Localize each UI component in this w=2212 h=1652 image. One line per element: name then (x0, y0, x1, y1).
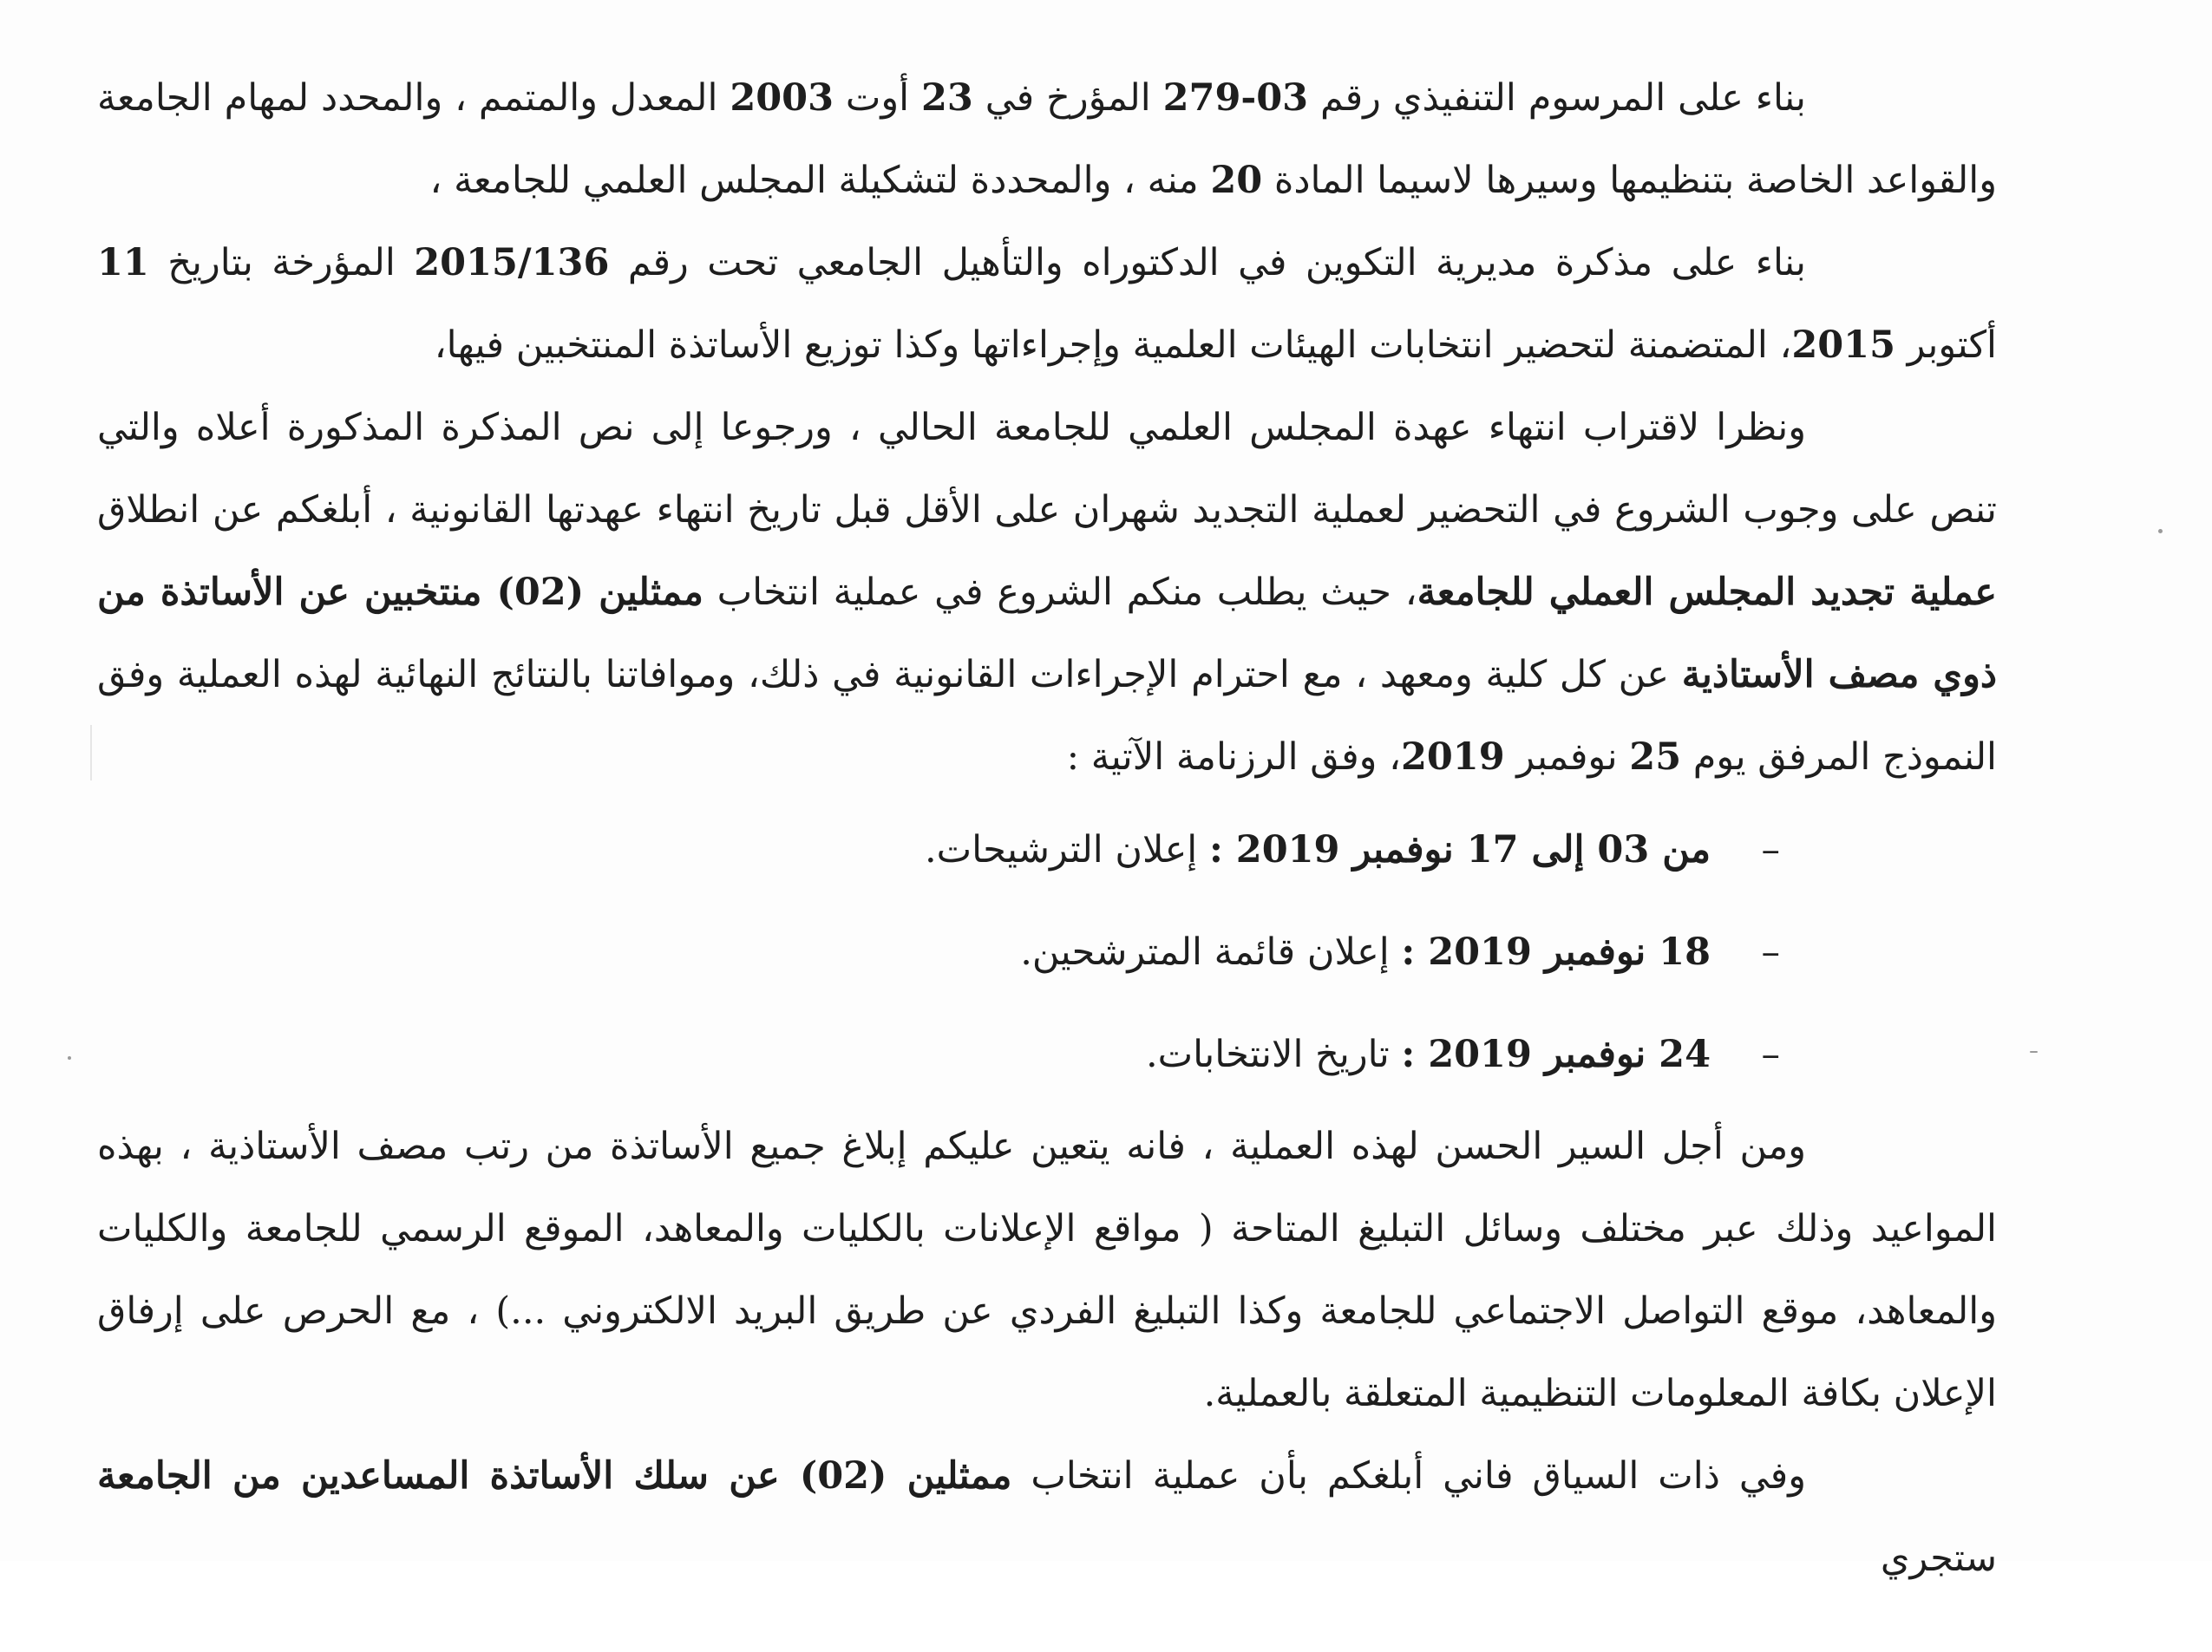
schedule-date: 18 نوفمبر 2019 : (1401, 930, 1711, 974)
text-segment: ، وفق الرزنامة الآتية : (1066, 735, 1401, 779)
paragraph-assistant-professors (97, 1435, 1997, 1600)
schedule-item (97, 799, 1780, 901)
schedule-text: تاريخ الانتخابات. (1145, 1033, 1402, 1076)
schedule-text: إعلان الترشيحات. (924, 828, 1209, 872)
text-segment: ، حيث يطلب منكم الشروع في عملية انتخاب (703, 571, 1417, 614)
bold-text-segment: 2015 (1791, 323, 1896, 367)
bold-text-segment: 20 (1210, 159, 1263, 202)
text-segment: ومن أجل السير الحسن لهذه العملية ، فانه يتعين عليكم إبلاغ جميع الأساتذة من رتب مصف الأستاذية ، بهذه المواعيد وذلك عبر مختلف وسائل التبليغ المتاحة ( مواقع الإعلانات بالكليات والمعاهد، الموقع الرسمي للجامعة والكليات والمعاهد، موقع التواصل الاجتماعي للجامعة وكذا التبليغ الفردي عن طريق البريد الالكتروني ...) ، مع الحرص على إرفاق الإعلان بكافة المعلومات التنظيمية المتعلقة بالعملية. (97, 1125, 1997, 1415)
text-segment: منه ، والمحددة لتشكيلة المجلس العلمي للجامعة ، (429, 159, 1211, 202)
schedule-list (97, 799, 1997, 1106)
text-segment: المؤرخة بتاريخ (148, 241, 415, 284)
schedule-item (97, 1003, 1780, 1106)
schedule-date: من 03 إلى 17 نوفمبر 2019 : (1208, 828, 1711, 872)
bold-text-segment: 03-279 (1162, 76, 1309, 120)
scan-speck (2030, 1051, 2038, 1053)
text-segment: أكتوبر (1895, 323, 1997, 367)
text-segment: المؤرخ في (972, 76, 1163, 120)
schedule-text: إعلان قائمة المترشحين. (1020, 930, 1402, 974)
bold-text-segment: 2003 (730, 76, 834, 120)
bold-text-segment: ممثلين (02) عن سلك الأساتذة المساعدين من الجامعة (97, 1454, 1012, 1498)
document-body (97, 57, 1997, 1652)
schedule-date: 24 نوفمبر 2019 : (1401, 1033, 1711, 1076)
text-segment: وفي ذات السياق فاني أبلغكم بأن عملية انتخاب (1011, 1454, 1806, 1498)
schedule-item (97, 901, 1780, 1003)
dash-marker: – (1761, 828, 1780, 872)
paragraph-memo (97, 222, 1997, 387)
cut-off-line (97, 1600, 1997, 1652)
bold-text-segment: 11 (97, 241, 149, 284)
text-segment: بناء على المرسوم التنفيذي رقم (1308, 76, 1807, 120)
text-segment: ، المتضمنة لتحضير انتخابات الهيئات العلمية وإجراءاتها وكذا توزيع الأساتذة المنتخبين فيها، (434, 323, 1792, 367)
scan-speck (2158, 529, 2163, 533)
bold-text-segment: 23 (921, 76, 973, 120)
text-segment: أوت (834, 76, 922, 120)
bold-text-segment: عملية تجديد المجلس العملي للجامعة (1417, 571, 1997, 614)
paragraph-notification (97, 1106, 1997, 1435)
text-segment: بناء على مذكرة مديرية التكوين في الدكتوراه والتأهيل الجامعي تحت رقم (609, 241, 1807, 284)
text-segment: ستجري (1880, 1537, 1997, 1580)
text-segment: المعدل والمتمم ، والمحدد لمهام الجامعة والقواعد الخاصة بتنظيمها وسيرها لاسيما المادة (97, 76, 1997, 202)
bold-text-segment: 2019 (1400, 735, 1505, 779)
paragraph-decree (97, 57, 1997, 222)
paragraph-council-renewal (97, 387, 1997, 799)
text-segment: عن كل كلية ومعهد ، مع احترام الإجراءات القانونية في ذلك، وموافاتنا بالنتائج النهائية لهذه العملية وفق النموذج المرفق يوم (97, 653, 1997, 779)
bold-text-segment: ممثلين (02) منتخبين عن الأساتذة من ذوي مصف الأستاذية (97, 571, 1997, 696)
bold-text-segment: 2015/136 (414, 241, 610, 284)
dash-marker: – (1761, 930, 1780, 974)
text-segment: ونظرا لاقتراب انتهاء عهدة المجلس العلمي للجامعة الحالي ، ورجوعا إلى نص المذكرة المذكورة أعلاه والتي تنص على وجوب الشروع في التحضير لعملية التجديد شهران على الأقل قبل تاريخ انتهاء عهدتها القانونية ، أبلغكم عن انطلاق (97, 406, 1997, 532)
scan-mark (90, 725, 92, 780)
text-segment: نوفمبر (1504, 735, 1630, 779)
dash-marker: – (1761, 1033, 1780, 1076)
scan-speck (68, 1056, 71, 1060)
bold-text-segment: 25 (1629, 735, 1682, 779)
